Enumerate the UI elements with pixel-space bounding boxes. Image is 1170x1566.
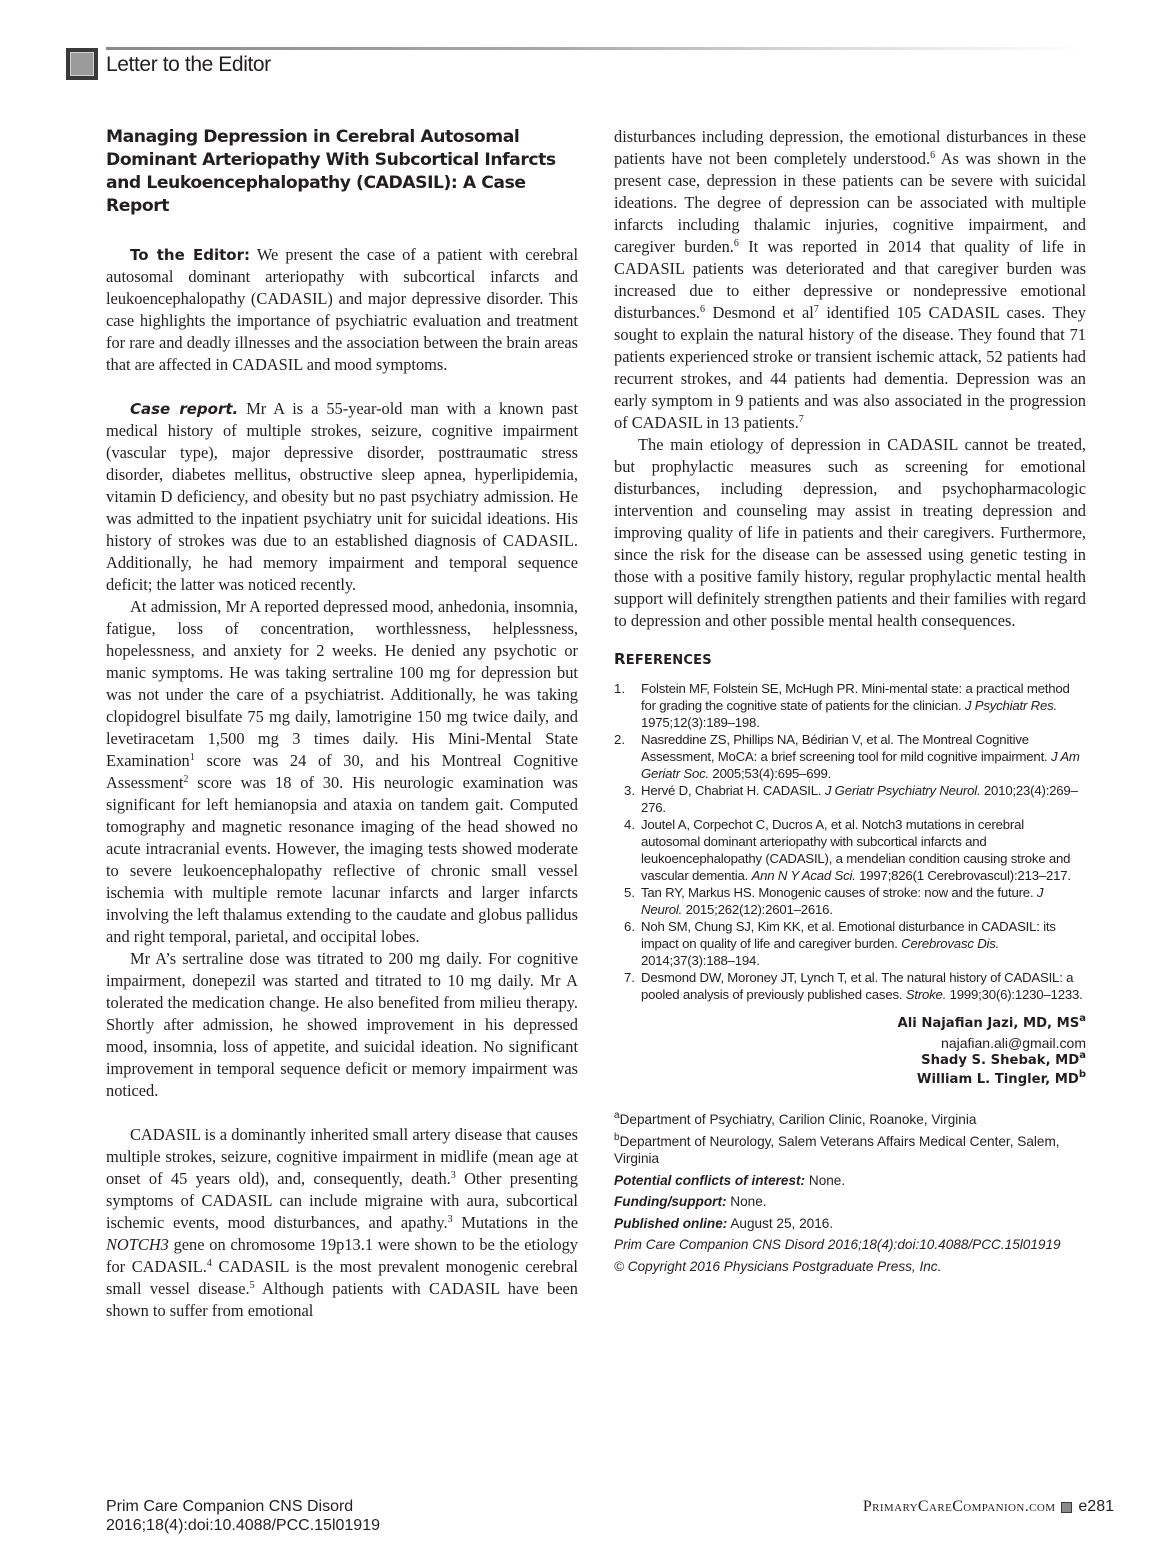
affiliation-b: $^b$Department of Neurology, Salem Veterans Affairs Medical Center, Salem, Virginia — [614, 1131, 1060, 1166]
footer-site-page — [863, 1498, 1114, 1516]
reference-text: Joutel A, Corpechot C, Ducros A, et al. Notch3 mutations in cerebral autosomal dominant arteriopathy with subcortical infarcts and leukoencephalopathy (CADASIL), a mendelian condition causing stroke and vascular dementia. Ann N Y Acad Sci. 1997;826(1 Cerebrovascul):213–217. — [641, 817, 1071, 883]
section-label: Letter to the Editor — [106, 53, 271, 76]
citation-link[interactable]: 4 — [206, 1258, 212, 1269]
page-number: e281 — [1078, 1498, 1114, 1515]
author-block — [614, 1015, 1086, 1089]
header-rule — [106, 47, 1086, 50]
reference-number: 2. — [614, 732, 625, 747]
gray-square-icon — [66, 48, 98, 80]
article-title: Managing Depression in Cerebral Autosomal Dominant Arteriopathy With Subcortical Infarcts and Leukoencephalopathy (CADASIL): A Case Report — [106, 127, 556, 216]
reference-number: 6. — [624, 919, 635, 934]
discussion-paragraph-1-continued: disturbances including depression, the emotional disturbances in these patients have not been completely understood.$^6$ As was shown in the present case, depression in these patients can be severe with suicidal ideations. The degree of depression can be associated with multiple infarcts including thalamic injuries, cognitive impairment, and caregiver burden.$^6$ It was reported in 2014 that quality of life in CADASIL patients was deteriorated and that caregiver burden was increased due to either depressive or nondepressive emotional disturbances.$^6$ Desmond et $al^7$ identified 105 CADASIL cases. They sought to explain the natural history of the disease. They found that 71 patients experienced stroke or transient ischemic attack, 52 patients had recurrent strokes, and 44 patients had dementia. Depression was an early symptom in 9 patients and was also associated in the progression of CADASIL in 13 patients.$^7$ — [614, 127, 1086, 432]
citation-link[interactable]: 1 — [189, 752, 195, 763]
author-email-link[interactable]: najafian.ali@gmail.com — [941, 1034, 1086, 1051]
journal-name: J Psychiatr Res. — [964, 698, 1057, 713]
right-column — [614, 126, 1086, 1279]
journal-name: Stroke. — [905, 987, 947, 1002]
citation-link[interactable]: 6 — [930, 150, 936, 161]
author-name: Shady S. Shebak, $MD^a$ — [921, 1050, 1086, 1068]
discussion-paragraph-1: CADASIL is a dominantly inherited small artery disease that causes multiple strokes, seizure, cognitive impairment in midlife (mean age at onset of 45 years old), and, consequently, death.$^3$ Other presenting symptoms of CADASIL can include migraine with aura, subcortical ischemic events, mood disturbances, and apathy.$^3$ Mutations in the NOTCH3 gene on chromosome 19p13.1 were shown to be the etiology for CADASIL.$^4$ CADASIL is the most prevalent monogenic cerebral small vessel disease.$^5$ Although patients with CADASIL have been shown to suffer from emotional — [106, 1125, 579, 1320]
author-name: Ali Najafian Jazi, MD, $MS^a$ — [897, 1013, 1086, 1031]
gene-name: NOTCH3 — [106, 1235, 169, 1254]
reference-number: 7. — [624, 970, 635, 985]
citation-link[interactable]: 2 — [183, 774, 189, 785]
reference-item — [614, 884, 1086, 918]
citation-link[interactable]: 6 — [733, 238, 739, 249]
footer-journal-citation: Prim Care Companion CNS Disord 2016;18(4):doi:10.4088/PCC.15l01919 — [106, 1498, 380, 1534]
reference-item — [614, 680, 1086, 731]
reference-number: 5. — [624, 885, 635, 900]
reference-item — [614, 782, 1086, 816]
reference-item — [614, 969, 1086, 1003]
journal-name: Ann N Y Acad Sci. — [751, 868, 856, 883]
case-report-paragraph-1: Case report. Mr A is a 55-year-old man with a known past medical history of multiple strokes, seizure, cognitive impairment (vascular type), major depressive disorder, posttraumatic stress disorder, diabetes mellitus, obstructive sleep apnea, hyperlipidemia, vitamin D deficiency, and obesity but no past psychiatry admission. He was admitted to the inpatient psychiatry unit for suicidal ideations. His history of strokes was due to an established diagnosis of CADASIL. Additionally, he had memory impairment and temporal sequence deficit; the latter was noticed recently. — [106, 399, 578, 594]
citation-link[interactable]: 3 — [447, 1214, 453, 1225]
gray-square-icon — [1061, 1502, 1072, 1513]
journal-name: J Neurol. — [641, 885, 1044, 917]
reference-text: Hervé D, Chabriat H. CADASIL. J Geriatr Psychiatry Neurol. 2010;23(4):269–276. — [641, 783, 1078, 815]
article-notes — [614, 1111, 1086, 1275]
reference-number: 4. — [624, 817, 635, 832]
discussion-paragraph-2: The main etiology of depression in CADASIL cannot be treated, but prophylactic measures such as screening for emotional disturbances, including depression, and psychopharmacologic intervention and counseling may assist in treating depression and improving quality of life in patients and their caregivers. Furthermore, since the risk for the disease can be assessed using genetic testing in those with a positive family history, regular prophylactic mental health support will definitely strengthen patients and their families with regard to depression and other possible mental health consequences. — [614, 435, 1086, 630]
reference-item — [614, 731, 1086, 782]
intro-paragraph: To the Editor: We present the case of a patient with cerebral autosomal dominant arteriopathy with subcortical infarcts and leukoencephalopathy (CADASIL) and major depressive disorder. This case highlights the importance of psychiatric evaluation and treatment for rare and deadly illnesses and the association between the brain areas that are affected in CADASIL and mood symptoms. — [106, 245, 578, 374]
copyright-line: © Copyright 2016 Physicians Postgraduate Press, Inc. — [614, 1258, 942, 1274]
reference-text: Desmond DW, Moroney JT, Lynch T, et al. The natural history of CADASIL: a pooled analysis of previously published cases. Stroke. 1999;30(6):1230–1233. — [641, 970, 1083, 1002]
citation-link[interactable]: 6 — [700, 304, 706, 315]
reference-list — [614, 680, 1086, 1003]
funding-support: Funding/support: None. — [614, 1194, 767, 1209]
reference-text: Tan RY, Markus HS. Monogenic causes of stroke: now and the future. J Neurol. 2015;262(12):2601–2616. — [641, 885, 1044, 917]
citation-line: Prim Care Companion CNS Disord 2016;18(4):doi:10.4088/PCC.15l01919 — [614, 1237, 1061, 1252]
citation-link[interactable]: 7 — [813, 304, 819, 315]
conflicts-of-interest: Potential conflicts of interest: None. — [614, 1172, 846, 1188]
reference-text: Nasreddine ZS, Phillips NA, Bédirian V, et al. The Montreal Cognitive Assessment, MoCA: a brief screening tool for mild cognitive impairment. J Am Geriatr Soc. 2005;53(4):695–699. — [641, 732, 1080, 781]
reference-text: Folstein MF, Folstein SE, McHugh PR. Mini-mental state: a practical method for grading the cognitive state of patients for the clinician. J Psychiatr Res. 1975;12(3):189–198. — [641, 681, 1070, 730]
reference-item — [614, 918, 1086, 969]
journal-name: J Am Geriatr Soc. — [641, 749, 1080, 781]
published-online: Published online: August 25, 2016. — [614, 1215, 834, 1231]
intro-lead: To the Editor: — [130, 246, 251, 264]
reference-number: 1. — [614, 681, 625, 696]
author-name: William L. Tingler, $MD^b$ — [916, 1068, 1086, 1087]
case-report-paragraph-3: Mr A’s sertraline dose was titrated to 200 mg daily. For cognitive impairment, donepezil was started and titrated to 10 mg daily. Mr A tolerated the medication change. He also benefited from milieu therapy. Shortly after admission, he showed improvement in his depressed mood, insomnia, loss of appetite, and suicidal ideation. No significant improvement in temporal sequence deficit or memory impairment was noticed. — [106, 949, 578, 1100]
case-report-lead: Case report. — [130, 400, 239, 418]
citation-link[interactable]: 5 — [249, 1280, 255, 1291]
case-report-paragraph-2: At admission, Mr A reported depressed mood, anhedonia, insomnia, fatigue, loss of concentration, worthlessness, helplessness, hopelessness, and anxiety for 2 weeks. He denied any psychotic or manic symptoms. He was taking sertraline 100 mg for depression but was not under the care of a psychiatrist. Additionally, he was taking clopidogrel bisulfate 75 mg daily, lamotrigine 150 mg twice daily, and levetiracetam 1,500 mg 3 times daily. His Mini-Mental State Examination$^1$ score was 24 of 30, and his Montreal Cognitive Assessment$^2$ score was 18 of 30. His neurologic examination was significant for left hemianopsia and ataxia on tandem gait. Computed tomography and magnetic resonance imaging of the head showed no acute intracranial events. However, the imaging tests showed moderate to severe leukoencephalopathy reflective of chronic small vessel ischemia with multiple remote lacunar infarcts and larger infarcts involving the left thalamus extending to the caudate and globus pallidus and right temporal, parietal, and occipital lobes. — [106, 597, 578, 946]
reference-item — [614, 816, 1086, 884]
left-column — [106, 126, 578, 1322]
affiliation-a: $^a$Department of Psychiatry, Carilion Clinic, Roanoke, Virginia — [614, 1110, 977, 1127]
references-heading: REFERENCES — [614, 650, 712, 668]
citation-link[interactable]: 3 — [450, 1170, 456, 1181]
journal-website-link[interactable]: PrimaryCareCompanion.com — [862, 1498, 1056, 1515]
citation-link[interactable]: 7 — [798, 414, 804, 425]
reference-text: Noh SM, Chung SJ, Kim KK, et al. Emotional disturbance in CADASIL: its impact on quality of life and caregiver burden. Cerebrovasc Dis. 2014;37(3):188–194. — [641, 919, 1056, 968]
journal-name: J Geriatr Psychiatry Neurol. — [824, 783, 981, 798]
reference-number: 3. — [624, 783, 635, 798]
journal-name: Cerebrovasc Dis. — [901, 936, 1000, 951]
